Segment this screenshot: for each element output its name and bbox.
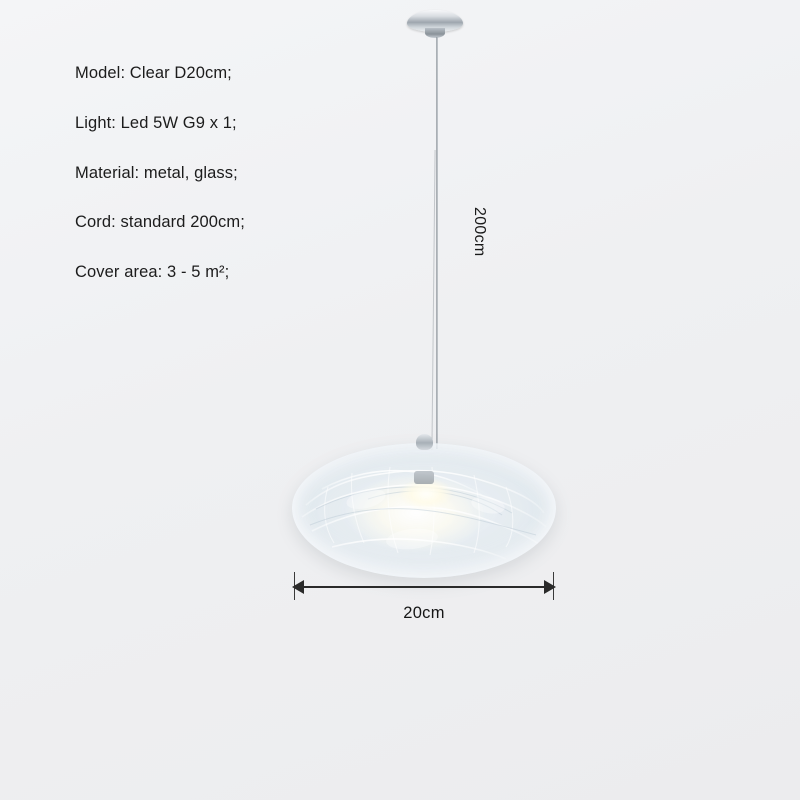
dimension-arrow-horizontal [292,580,556,594]
spec-line-material: Material: metal, glass; [75,163,238,182]
glass-shade [292,443,556,578]
glass-shade-body [292,443,556,578]
shade-top-fitting [416,434,433,450]
spec-line-cord: Cord: standard 200cm; [75,213,245,232]
dimension-label-vertical: 200cm [471,207,488,257]
arrow-right-icon [544,580,556,594]
bulb-socket [414,471,434,484]
dimension-label-horizontal: 20cm [403,604,445,622]
spec-line-model: Model: Clear D20cm; [75,64,232,82]
glass-ripple-texture [292,443,556,578]
spec-line-cover-area: Cover area: 3 - 5 m²; [75,263,230,282]
suspension-cord [436,37,438,449]
canopy-cap [425,28,445,38]
specification-list [75,64,405,313]
dimension-line [300,586,548,588]
spec-line-light: Light: Led 5W G9 x 1; [75,113,237,132]
